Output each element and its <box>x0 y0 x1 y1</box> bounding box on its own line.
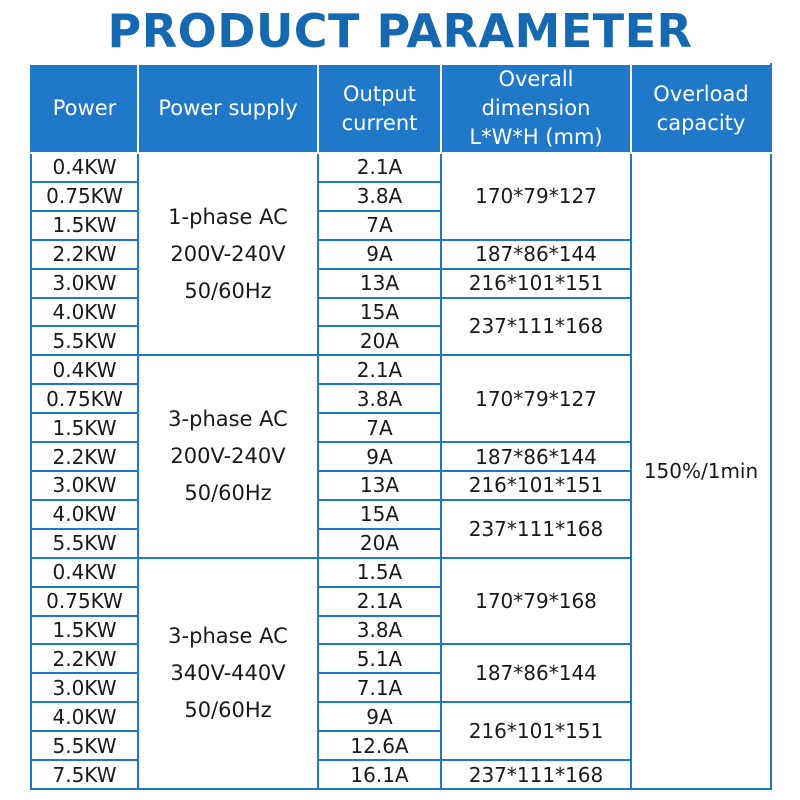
dimension-cell: 216*101*151 <box>441 471 631 500</box>
power-cell: 1.5KW <box>31 616 138 645</box>
power-cell: 3.0KW <box>31 269 138 298</box>
header-dimension-line: L*W*H (mm) <box>469 125 603 149</box>
power-supply-line: 3-phase AC <box>168 407 288 432</box>
power-supply-line: 340V-440V <box>170 660 286 685</box>
power-cell: 0.4KW <box>31 355 138 384</box>
output-current-cell: 9A <box>318 240 441 269</box>
output-current-cell: 9A <box>318 702 441 731</box>
power-cell: 5.5KW <box>31 529 138 558</box>
power-cell: 0.75KW <box>31 384 138 413</box>
header-dimension <box>441 64 631 153</box>
dimension-cell: 237*111*168 <box>441 298 631 356</box>
dimension-cell: 216*101*151 <box>441 269 631 298</box>
output-current-cell: 20A <box>318 326 441 355</box>
power-supply-cell <box>138 355 318 557</box>
header-output-current <box>318 64 441 153</box>
header-output-current-line: current <box>341 110 418 135</box>
header-dimension-line: Overall <box>498 67 574 91</box>
output-current-cell: 2.1A <box>318 355 441 384</box>
output-current-cell: 1.5A <box>318 558 441 587</box>
power-cell: 0.4KW <box>31 558 138 587</box>
power-supply-line: 50/60Hz <box>184 481 272 506</box>
output-current-cell: 13A <box>318 471 441 500</box>
output-current-cell: 9A <box>318 442 441 471</box>
output-current-cell: 7.1A <box>318 673 441 702</box>
dimension-cell: 216*101*151 <box>441 702 631 760</box>
power-cell: 5.5KW <box>31 326 138 355</box>
power-supply-line: 50/60Hz <box>184 697 272 722</box>
power-cell: 3.0KW <box>31 673 138 702</box>
power-cell: 1.5KW <box>31 211 138 240</box>
header-output-current-line: Output <box>343 81 416 106</box>
table-header-row <box>31 64 771 153</box>
table-body <box>31 153 771 789</box>
parameter-table <box>30 63 772 790</box>
power-supply-line: 200V-240V <box>170 444 286 469</box>
power-cell: 0.4KW <box>31 153 138 182</box>
header-power: Power <box>31 64 138 153</box>
output-current-cell: 15A <box>318 298 441 327</box>
power-cell: 2.2KW <box>31 644 138 673</box>
power-supply-line: 200V-240V <box>170 241 286 266</box>
output-current-cell: 2.1A <box>318 587 441 616</box>
header-power-supply: Power supply <box>138 64 318 153</box>
table-row <box>31 153 771 182</box>
power-cell: 0.75KW <box>31 182 138 211</box>
power-cell: 7.5KW <box>31 760 138 789</box>
power-supply-line: 50/60Hz <box>184 278 272 303</box>
output-current-cell: 2.1A <box>318 153 441 182</box>
output-current-cell: 7A <box>318 413 441 442</box>
power-supply-line: 1-phase AC <box>168 204 288 229</box>
dimension-cell: 237*111*168 <box>441 760 631 789</box>
header-overload-line: capacity <box>656 110 746 135</box>
power-cell: 5.5KW <box>31 731 138 760</box>
output-current-cell: 3.8A <box>318 616 441 645</box>
power-supply-cell <box>138 558 318 789</box>
output-current-cell: 20A <box>318 529 441 558</box>
power-cell: 0.75KW <box>31 587 138 616</box>
power-cell: 2.2KW <box>31 240 138 269</box>
dimension-cell: 170*79*168 <box>441 558 631 645</box>
dimension-cell: 170*79*127 <box>441 153 631 240</box>
power-cell: 4.0KW <box>31 500 138 529</box>
output-current-cell: 7A <box>318 211 441 240</box>
power-cell: 4.0KW <box>31 702 138 731</box>
dimension-cell: 187*86*144 <box>441 240 631 269</box>
power-cell: 4.0KW <box>31 298 138 327</box>
power-cell: 1.5KW <box>31 413 138 442</box>
header-overload-line: Overload <box>653 81 749 106</box>
dimension-cell: 187*86*144 <box>441 644 631 702</box>
dimension-cell: 237*111*168 <box>441 500 631 558</box>
output-current-cell: 16.1A <box>318 760 441 789</box>
power-cell: 2.2KW <box>31 442 138 471</box>
dimension-cell: 170*79*127 <box>441 355 631 442</box>
overload-capacity-cell: 150%/1min <box>631 153 771 789</box>
output-current-cell: 3.8A <box>318 182 441 211</box>
output-current-cell: 13A <box>318 269 441 298</box>
output-current-cell: 12.6A <box>318 731 441 760</box>
power-supply-cell <box>138 153 318 355</box>
page-title: PRODUCT PARAMETER <box>107 4 693 58</box>
output-current-cell: 5.1A <box>318 644 441 673</box>
header-dimension-line: dimension <box>481 96 591 120</box>
dimension-cell: 187*86*144 <box>441 442 631 471</box>
header-overload <box>631 64 771 153</box>
output-current-cell: 15A <box>318 500 441 529</box>
power-supply-line: 3-phase AC <box>168 623 288 648</box>
output-current-cell: 3.8A <box>318 384 441 413</box>
power-cell: 3.0KW <box>31 471 138 500</box>
